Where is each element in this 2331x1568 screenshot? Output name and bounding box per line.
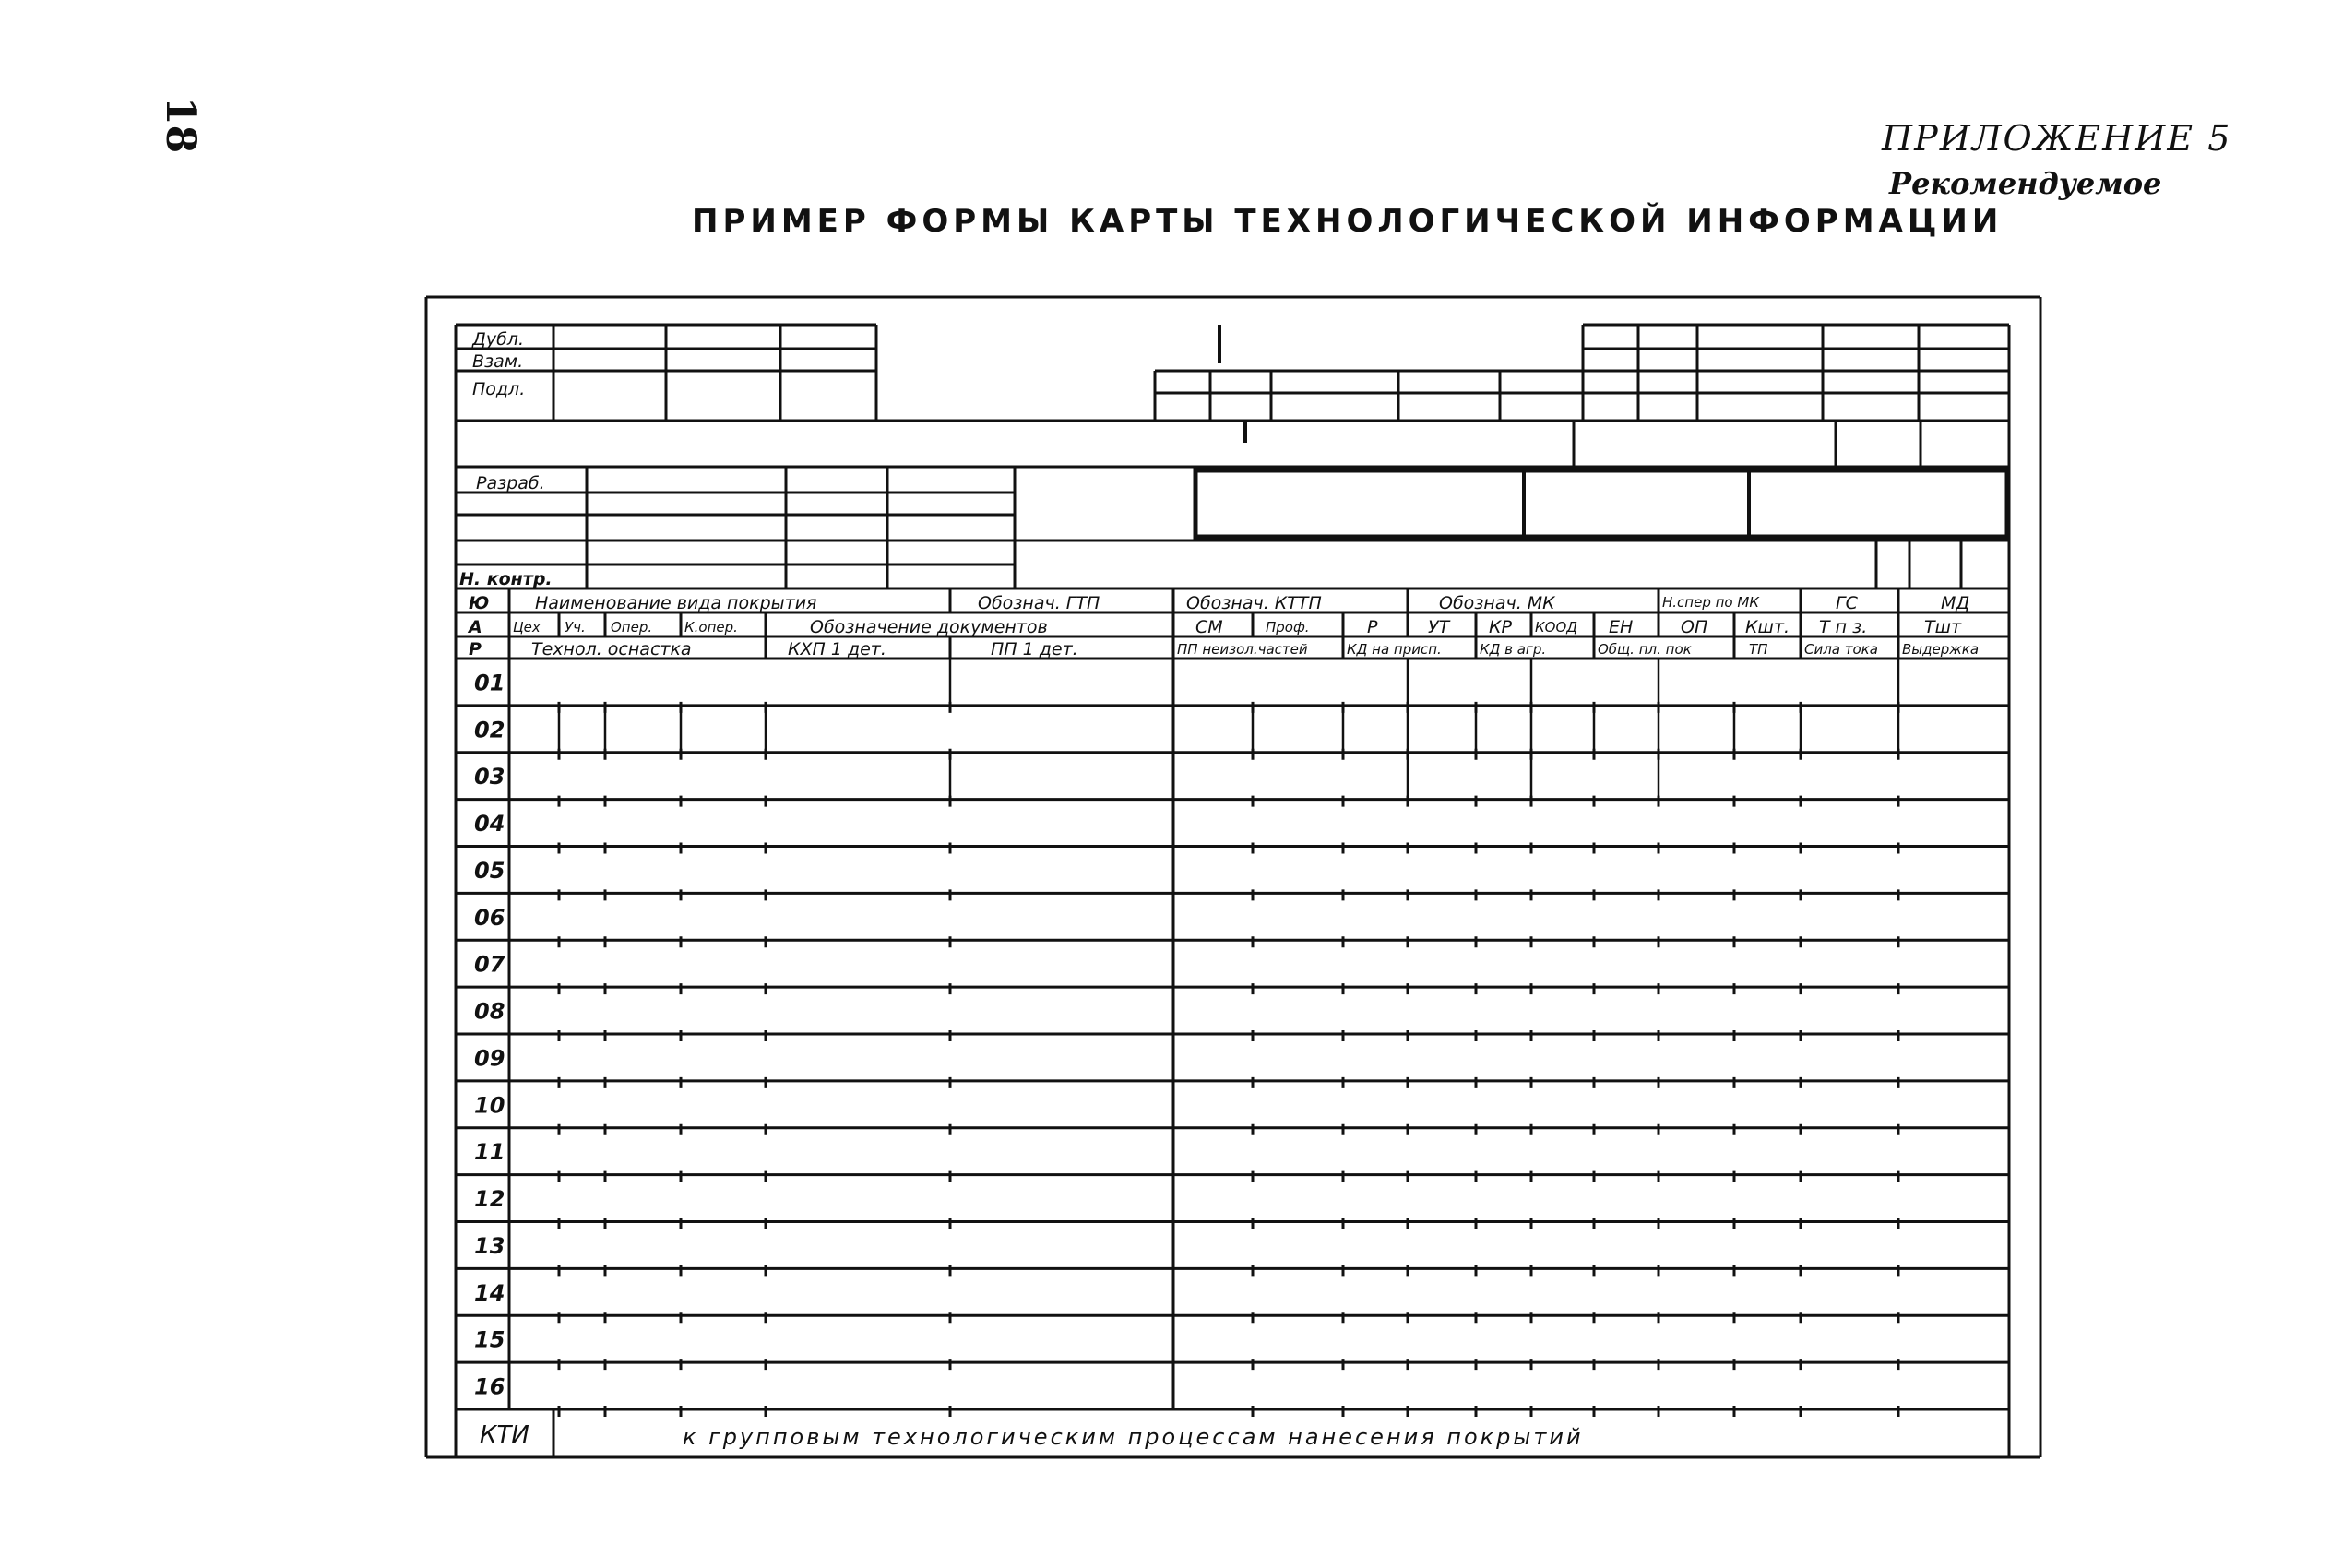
row-number: 04 bbox=[474, 811, 505, 837]
row-number: 16 bbox=[474, 1373, 505, 1400]
label-kd-v-agr: КД в агр. bbox=[1480, 641, 1547, 658]
row-number: 11 bbox=[474, 1139, 505, 1166]
marker-r: Р bbox=[469, 639, 482, 659]
label-pp-neizol: ПП неизол.частей bbox=[1177, 641, 1308, 658]
row-number: 07 bbox=[474, 951, 505, 978]
row-number: 02 bbox=[474, 717, 505, 743]
label-en: ЕН bbox=[1609, 617, 1634, 637]
label-tseh: Цех bbox=[513, 619, 541, 636]
label-razrab: Разраб. bbox=[476, 473, 545, 493]
label-kood: КООД bbox=[1535, 619, 1577, 636]
label-md: МД bbox=[1941, 593, 1970, 613]
label-n-sper-po-mk: Н.спер по МК bbox=[1662, 594, 1759, 611]
label-pp: ПП 1 дет. bbox=[991, 639, 1078, 659]
label-oper: Опер. bbox=[611, 619, 653, 636]
row-number: 13 bbox=[474, 1232, 505, 1259]
label-tp: ТП bbox=[1749, 641, 1768, 658]
label-ksht: Кшт. bbox=[1745, 617, 1790, 637]
label-n-kontr: Н. контр. bbox=[459, 569, 553, 589]
row-number: 09 bbox=[474, 1045, 505, 1072]
label-podl: Подл. bbox=[472, 379, 526, 399]
header-labels bbox=[467, 593, 1979, 659]
form-frame bbox=[426, 297, 2040, 1457]
page-number: 18 bbox=[157, 97, 204, 154]
label-obsh-pl-pok: Общ. пл. пок bbox=[1598, 641, 1692, 658]
label-khp: КХП 1 дет. bbox=[788, 639, 886, 659]
row-number: 10 bbox=[474, 1092, 505, 1119]
row-number: 08 bbox=[474, 998, 505, 1025]
label-tsht: Тшт bbox=[1924, 617, 1962, 637]
appendix-status: Рекомендуемое bbox=[1889, 166, 2162, 201]
label-k-oper: К.опер. bbox=[684, 619, 738, 636]
document-title: ПРИМЕР ФОРМЫ КАРТЫ ТЕХНОЛОГИЧЕСКОЙ ИНФОРМАЦИИ bbox=[692, 203, 2004, 240]
label-oboznach-mk: Обознач. МК bbox=[1439, 593, 1555, 613]
appendix-title: ПРИЛОЖЕНИЕ 5 bbox=[1882, 118, 2232, 159]
label-kd-na-prisp: КД на присп. bbox=[1347, 641, 1442, 658]
row-number: 06 bbox=[474, 904, 505, 931]
row-number: 01 bbox=[474, 670, 505, 696]
label-vzam: Взам. bbox=[472, 351, 524, 372]
row-number: 15 bbox=[474, 1326, 505, 1353]
marker-a: А bbox=[469, 617, 482, 637]
label-dubl: Дубл. bbox=[472, 329, 524, 350]
label-vyderzhka: Выдержка bbox=[1902, 641, 1980, 658]
stamp-labels bbox=[459, 329, 553, 589]
label-oboznach-kttp: Обознач. КТТП bbox=[1186, 593, 1322, 613]
row-number: 12 bbox=[474, 1186, 505, 1213]
label-r: Р bbox=[1367, 617, 1378, 637]
label-tpz: Т п з. bbox=[1819, 617, 1868, 637]
row-number: 14 bbox=[474, 1279, 505, 1306]
label-ut: УТ bbox=[1428, 617, 1450, 637]
label-gs: ГС bbox=[1836, 593, 1858, 613]
label-naim-vida-pokrytiya: Наименование вида покрытия bbox=[535, 593, 817, 613]
footer-text: к групповым технологическим процессам нанесения покрытий bbox=[683, 1424, 1584, 1450]
label-oboznach-gtp: Обознач. ГТП bbox=[978, 593, 1100, 613]
body-grid bbox=[456, 659, 2009, 1417]
label-prof: Проф. bbox=[1266, 619, 1310, 636]
label-kr: КР bbox=[1489, 617, 1512, 637]
label-sila-toka: Сила тока bbox=[1804, 641, 1878, 658]
label-oboznachenie-dokumentov: Обозначение документов bbox=[810, 617, 1048, 637]
row-number: 05 bbox=[474, 857, 505, 884]
label-op: ОП bbox=[1681, 617, 1708, 637]
label-tehnol-osnastka: Технол. оснастка bbox=[531, 639, 692, 659]
label-sm: СМ bbox=[1195, 617, 1223, 637]
marker-yu: Ю bbox=[469, 593, 490, 613]
footer-code: КТИ bbox=[480, 1421, 529, 1449]
label-uch: Уч. bbox=[565, 619, 586, 636]
row-number: 03 bbox=[474, 764, 505, 790]
